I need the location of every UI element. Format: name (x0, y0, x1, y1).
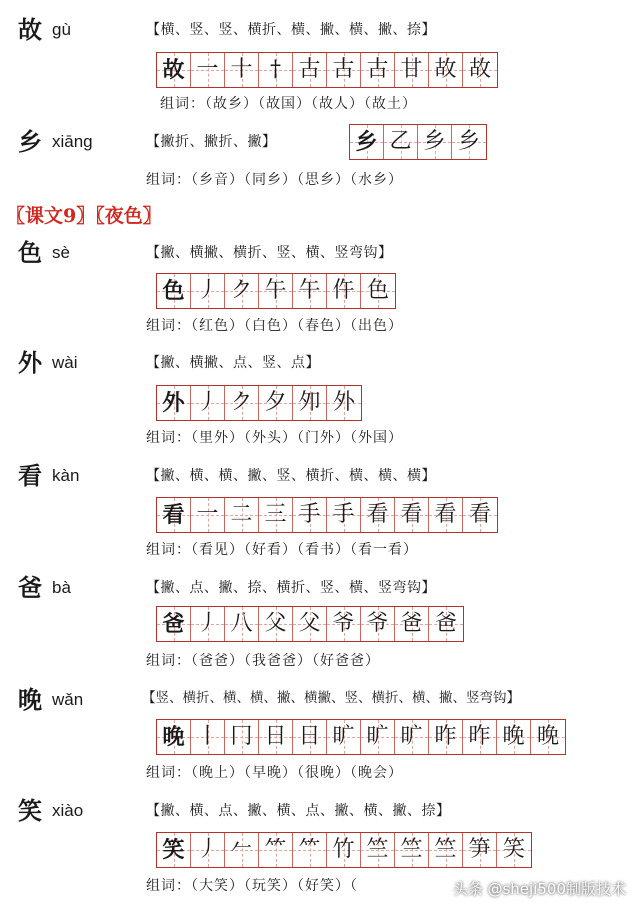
grid-cell: 故 (157, 53, 191, 87)
grid-cell: 看 (463, 498, 497, 532)
entry-char: 看 (18, 461, 42, 490)
stroke-grid (156, 385, 362, 421)
entry-pinyin: bà (52, 578, 71, 597)
word-list (146, 316, 403, 336)
grid-cell: 爸 (395, 607, 429, 641)
stroke-grid (156, 497, 498, 533)
grid-cell: 夘 (293, 386, 327, 420)
stroke-grid (156, 606, 464, 642)
grid-cell: 爷 (361, 607, 395, 641)
grid-cell: 日 (293, 720, 327, 754)
stroke-grid (349, 124, 487, 160)
grid-cell: 昨 (463, 720, 497, 754)
word-list (146, 876, 358, 896)
grid-cell: † (259, 53, 293, 87)
grid-cell: 爷 (327, 607, 361, 641)
entry-char: 色 (18, 238, 42, 267)
grid-cell: 古 (293, 53, 327, 87)
entry-pinyin: wǎn (52, 690, 84, 709)
watermark: 头条 @sheji500制版技术 (452, 880, 626, 898)
grid-cell: 爸 (157, 607, 191, 641)
word-items: （大笑）（玩笑）（好笑）（ (191, 878, 358, 894)
grid-cell: 晚 (157, 720, 191, 754)
word-list (146, 651, 380, 671)
stroke-order-text: 【横、竖、竖、横折、横、撇、横、撇、捺】 (146, 22, 436, 38)
grid-cell: 三 (259, 498, 293, 532)
word-list (146, 170, 403, 190)
word-prefix: 组词： (146, 318, 191, 334)
grid-cell: 丿 (191, 274, 225, 308)
grid-cell: 笋 (463, 833, 497, 867)
grid-cell: 乡 (418, 125, 452, 159)
word-prefix: 组词： (146, 765, 191, 781)
grid-cell: 一 (191, 53, 225, 87)
grid-cell: ク (225, 274, 259, 308)
grid-cell: 笑 (157, 833, 191, 867)
grid-cell: ⺮ (293, 833, 327, 867)
stroke-order-text: 【撇、横撇、横折、竖、横、竖弯钩】 (146, 245, 393, 261)
grid-cell: 看 (395, 498, 429, 532)
grid-cell: ク (225, 386, 259, 420)
entry-char: 故 (18, 15, 42, 44)
grid-cell: 手 (327, 498, 361, 532)
stroke-grid (156, 719, 566, 755)
word-items: （爸爸）（我爸爸）（好爸爸） (191, 653, 380, 669)
grid-cell: 晚 (497, 720, 531, 754)
word-prefix: 组词： (160, 96, 205, 112)
grid-cell: 竹 (327, 833, 361, 867)
grid-cell: 竺 (395, 833, 429, 867)
grid-cell: 仵 (327, 274, 361, 308)
entry-char: 笑 (18, 796, 42, 825)
grid-cell: 色 (361, 274, 395, 308)
grid-cell: 旷 (361, 720, 395, 754)
grid-cell: 竺 (429, 833, 463, 867)
word-prefix: 组词： (146, 878, 191, 894)
word-list (146, 428, 403, 448)
grid-cell: 看 (429, 498, 463, 532)
entry-pinyin: wài (52, 353, 78, 372)
grid-cell: 昨 (429, 720, 463, 754)
word-items: （乡音）（同乡）（思乡）（水乡） (191, 172, 403, 188)
grid-cell: 旷 (327, 720, 361, 754)
stroke-order-text: 【撇、点、撇、捺、横折、竖、横、竖弯钩】 (146, 580, 436, 596)
grid-cell: 甘 (395, 53, 429, 87)
grid-cell: 故 (429, 53, 463, 87)
grid-cell: 一 (191, 498, 225, 532)
grid-cell: 手 (293, 498, 327, 532)
grid-cell: 丨 (191, 720, 225, 754)
grid-cell: 古 (327, 53, 361, 87)
grid-cell: 乙 (384, 125, 418, 159)
grid-cell: 午 (259, 274, 293, 308)
grid-cell: 外 (157, 386, 191, 420)
grid-cell: 丿 (191, 386, 225, 420)
word-items: （里外）（外头）（门外）（外国） (191, 430, 403, 446)
grid-cell: 笑 (497, 833, 531, 867)
word-list (160, 94, 417, 114)
entry-pinyin: kàn (52, 466, 80, 485)
grid-cell: 二 (225, 498, 259, 532)
grid-cell: 父 (259, 607, 293, 641)
grid-cell: 乡 (452, 125, 486, 159)
grid-cell: ⺮ (259, 833, 293, 867)
word-items: （故乡）（故国）（故人）（故土） (205, 96, 417, 112)
entry-pinyin: sè (52, 243, 70, 262)
grid-cell: 夕 (259, 386, 293, 420)
entry-char: 爸 (18, 573, 42, 602)
entry-char: 晚 (18, 685, 42, 714)
grid-cell: 午 (293, 274, 327, 308)
entry-char: 外 (18, 348, 42, 377)
grid-cell: 乡 (350, 125, 384, 159)
stroke-grid (156, 832, 532, 868)
word-prefix: 组词： (146, 653, 191, 669)
word-items: （晚上）（早晚）（很晚）（晚会） (191, 765, 403, 781)
lesson-heading: 〖课文9〗〖夜色〗 (6, 205, 162, 227)
word-list (146, 540, 418, 560)
word-prefix: 组词： (146, 430, 191, 446)
grid-cell: 旷 (395, 720, 429, 754)
grid-cell: 晚 (531, 720, 565, 754)
entry-pinyin: gù (52, 20, 71, 39)
grid-cell: 爸 (429, 607, 463, 641)
entry-pinyin: xiāng (52, 132, 93, 151)
stroke-order-text: 【撇、横撇、点、竖、点】 (146, 355, 320, 371)
stroke-grid (156, 273, 396, 309)
grid-cell: 古 (361, 53, 395, 87)
stroke-order-text: 【竖、横折、横、横、撇、横撇、竖、横折、横、撇、竖弯钩】 (142, 690, 520, 706)
grid-cell: 看 (157, 498, 191, 532)
grid-cell: 冂 (225, 720, 259, 754)
grid-cell: 色 (157, 274, 191, 308)
grid-cell: 外 (327, 386, 361, 420)
grid-cell: 故 (463, 53, 497, 87)
grid-cell: 日 (259, 720, 293, 754)
grid-cell: 看 (361, 498, 395, 532)
grid-cell: 父 (293, 607, 327, 641)
word-prefix: 组词： (146, 542, 191, 558)
grid-cell: 丿 (191, 607, 225, 641)
entry-char: 乡 (18, 127, 42, 156)
stroke-grid (156, 52, 498, 88)
grid-cell: 竺 (361, 833, 395, 867)
word-items: （红色）（白色）（春色）（出色） (191, 318, 403, 334)
stroke-order-text: 【撇折、撇折、撇】 (146, 134, 277, 150)
word-prefix: 组词： (146, 172, 191, 188)
grid-cell: 丿 (191, 833, 225, 867)
grid-cell: 十 (225, 53, 259, 87)
grid-cell: 𠂉 (225, 833, 259, 867)
grid-cell: 八 (225, 607, 259, 641)
stroke-order-text: 【撇、横、横、撇、竖、横折、横、横、横】 (146, 468, 436, 484)
entry-pinyin: xiào (52, 801, 84, 820)
stroke-order-text: 【撇、横、点、撇、横、点、撇、横、撇、捺】 (146, 803, 451, 819)
word-items: （看见）（好看）（看书）（看一看） (191, 542, 418, 558)
word-list (146, 763, 403, 783)
